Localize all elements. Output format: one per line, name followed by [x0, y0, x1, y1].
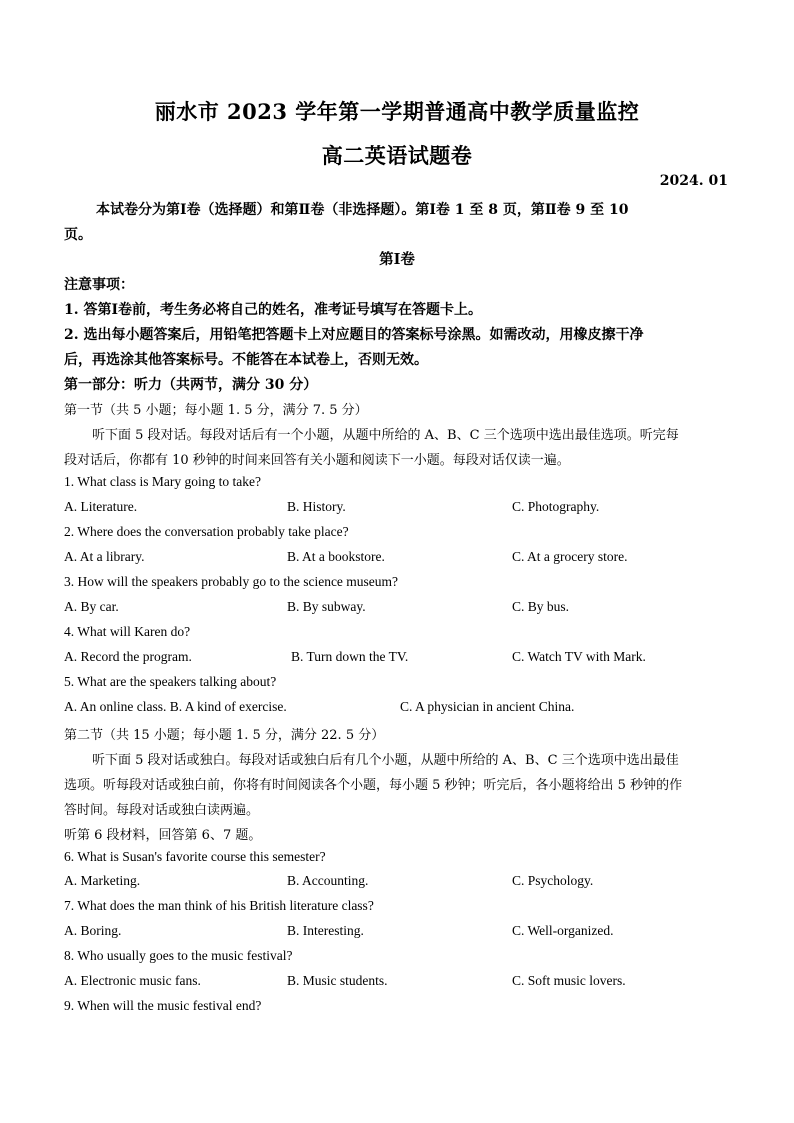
notice-item-2-line-1: 2. 选出每小题答案后，用铅笔把答题卡上对应题目的答案标号涂黑。如需改动，用橡皮擦干净: [64, 327, 644, 343]
intro-line-1: 本试卷分为第Ⅰ卷（选择题）和第Ⅱ卷（非选择题）。第Ⅰ卷 1 至 8 页，第Ⅱ卷 9 至 10: [96, 202, 629, 218]
exam-date: 2024. 01: [659, 173, 728, 189]
option-6a: A. Marketing.: [64, 873, 141, 888]
question-9: 9. When will the music festival end?: [64, 998, 262, 1013]
section2-instr-line-3: 答时间。每段对话或独白读两遍。: [64, 803, 260, 818]
option-5ab: A. An online class. B. A kind of exercise.: [64, 699, 287, 714]
option-6c: C. Psychology.: [512, 873, 594, 888]
question-3: 3. How will the speakers probably go to the science museum?: [64, 574, 399, 589]
option-2b: B. At a bookstore.: [287, 549, 385, 564]
exam-subtitle: 高二英语试题卷: [321, 143, 473, 168]
option-1b: B. History.: [287, 499, 346, 514]
section1-heading: 第一节（共 5 小题；每小题 1. 5 分，满分 7. 5 分）: [64, 403, 368, 418]
section1-instr-line-2: 段对话后，你都有 10 秒钟的时间来回答有关小题和阅读下一小题。每段对话仅读一遍。: [64, 453, 570, 468]
option-4b: B. Turn down the TV.: [291, 649, 409, 664]
question-8: 8. Who usually goes to the music festival?: [64, 948, 293, 963]
intro-line-2: 页。: [64, 227, 92, 243]
notice-heading: 注意事项：: [64, 277, 134, 293]
option-7b: B. Interesting.: [287, 923, 364, 938]
option-8a: A. Electronic music fans.: [64, 973, 201, 988]
question-1: 1. What class is Mary going to take?: [64, 474, 261, 489]
option-2a: A. At a library.: [64, 549, 145, 564]
question-7: 7. What does the man think of his British literature class?: [64, 898, 374, 913]
option-2c: C. At a grocery store.: [512, 549, 628, 564]
section2-heading: 第二节（共 15 小题；每小题 1. 5 分，满分 22. 5 分）: [64, 728, 385, 743]
section1-instr-line-1: 听下面 5 段对话。每段对话后有一个小题，从题中所给的 A、B、C 三个选项中选出最佳选项。听完每: [92, 428, 679, 443]
notice-item-2-line-2: 后，再选涂其他答案标号。不能答在本试卷上，否则无效。: [64, 352, 428, 368]
volume-title: 第Ⅰ卷: [379, 251, 415, 268]
section2-instr-line-2: 选项。听每段对话或独白前，你将有时间阅读各个小题，每小题 5 秒钟；听完后，各小题将给出 5 秒钟的作: [64, 778, 683, 793]
option-7c: C. Well-organized.: [512, 923, 614, 938]
option-1a: A. Literature.: [64, 499, 138, 514]
part1-heading: 第一部分：听力（共两节，满分 30 分）: [64, 377, 318, 393]
option-8c: C. Soft music lovers.: [512, 973, 626, 988]
option-7a: A. Boring.: [64, 923, 122, 938]
exam-title: 丽水市 2023 学年第一学期普通高中教学质量监控: [154, 99, 640, 124]
question-2: 2. Where does the conversation probably take place?: [64, 524, 349, 539]
material-6-heading: 听第 6 段材料，回答第 6、7 题。: [64, 828, 262, 843]
option-5c: C. A physician in ancient China.: [400, 699, 575, 714]
question-6: 6. What is Susan's favorite course this semester?: [64, 849, 326, 864]
option-4c: C. Watch TV with Mark.: [512, 649, 646, 664]
option-1c: C. Photography.: [512, 499, 600, 514]
option-4a: A. Record the program.: [64, 649, 192, 664]
option-6b: B. Accounting.: [287, 873, 369, 888]
option-3a: A. By car.: [64, 599, 119, 614]
option-3c: C. By bus.: [512, 599, 570, 614]
section2-instr-line-1: 听下面 5 段对话或独白。每段对话或独白后有几个小题，从题中所给的 A、B、C 三个选项中选出最佳: [92, 753, 679, 768]
question-4: 4. What will Karen do?: [64, 624, 191, 639]
option-8b: B. Music students.: [287, 973, 388, 988]
option-3b: B. By subway.: [287, 599, 366, 614]
question-5: 5. What are the speakers talking about?: [64, 674, 277, 689]
notice-item-1: 1. 答第Ⅰ卷前，考生务必将自己的姓名，准考证号填写在答题卡上。: [64, 302, 483, 318]
